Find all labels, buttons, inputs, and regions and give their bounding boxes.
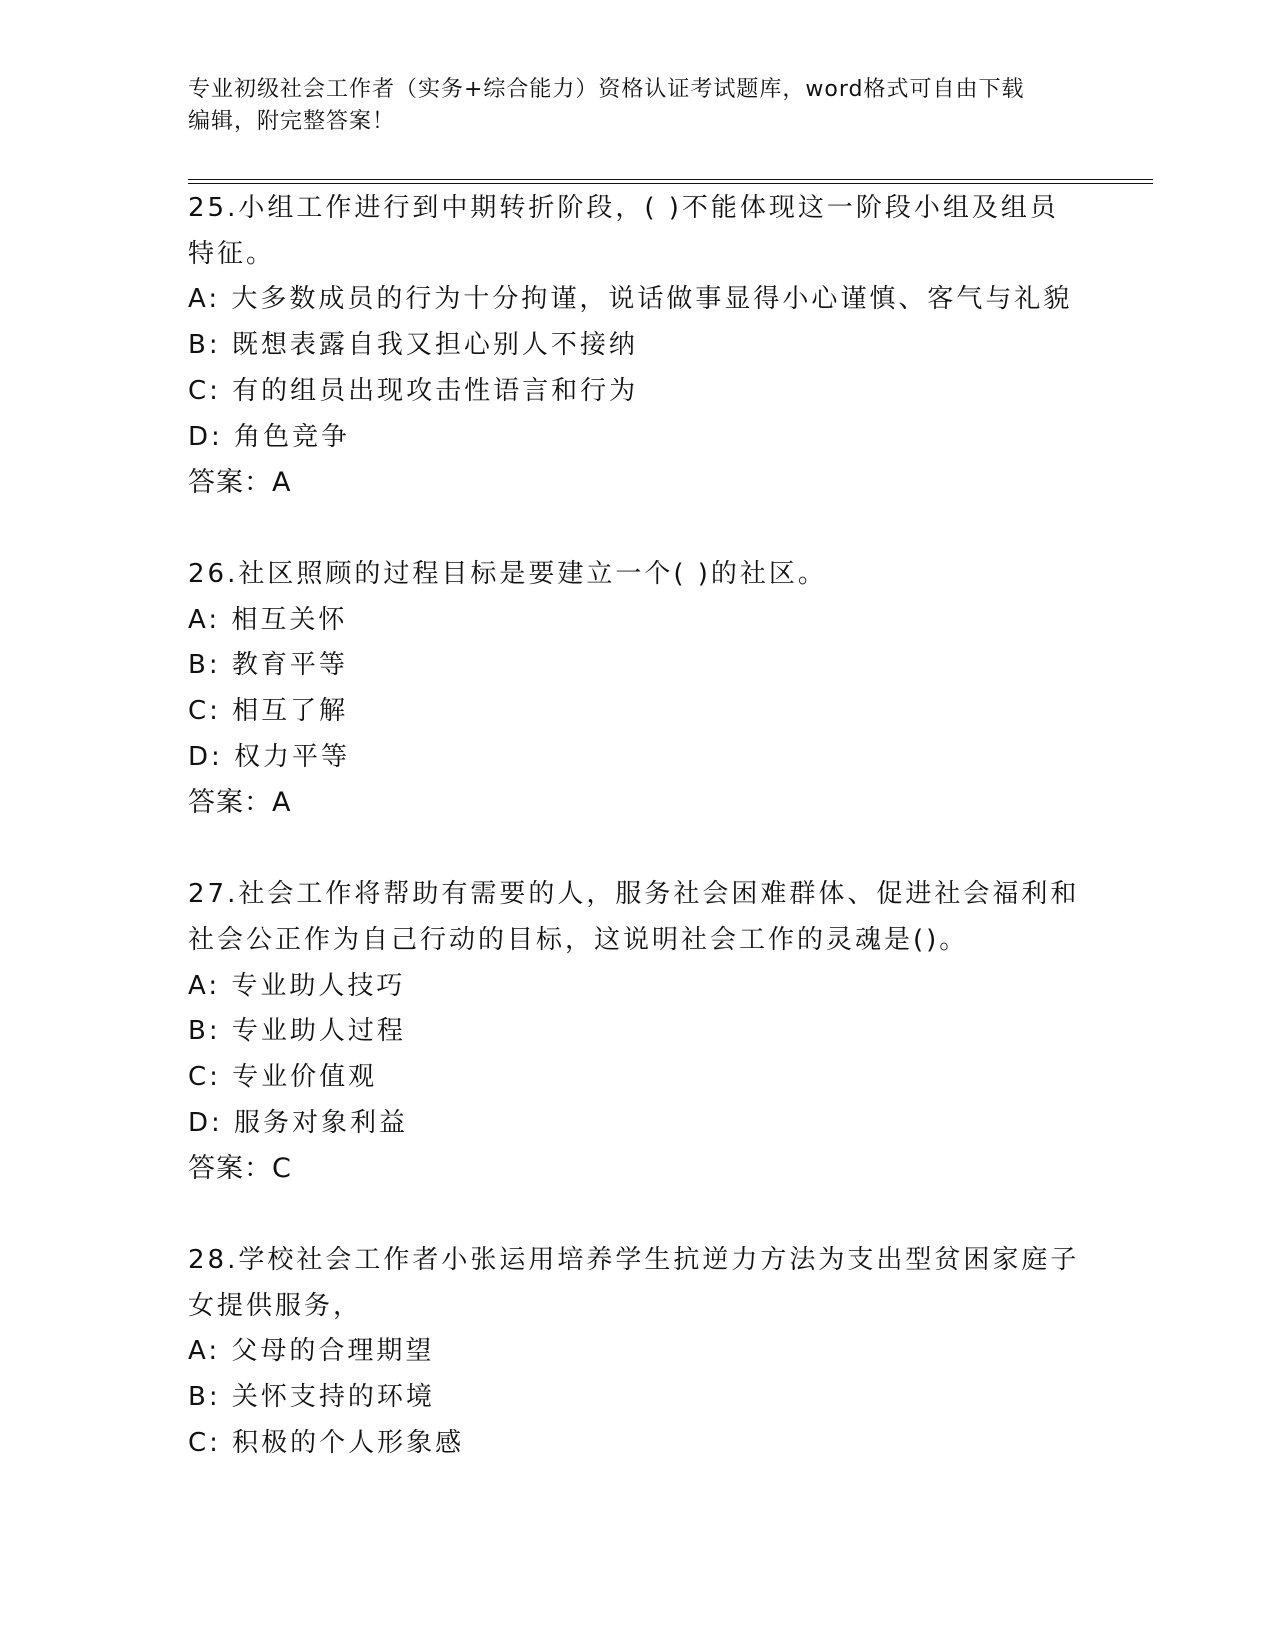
- option-a: A: 父母的合理期望: [188, 1336, 435, 1367]
- option-b: B: 既想表露自我又担心别人不接纳: [188, 330, 638, 361]
- question-27: [188, 872, 1088, 1192]
- option-b: B: 专业助人过程: [188, 1016, 406, 1047]
- option-c: C: 专业价值观: [188, 1061, 378, 1092]
- answer-label: 答案：: [188, 1153, 272, 1185]
- question-28: [188, 1238, 1088, 1467]
- question-stem-line: 特征。: [188, 238, 276, 269]
- option-b: B: 教育平等: [188, 650, 348, 681]
- answer-value: A: [272, 467, 291, 499]
- option-d: D: 角色竞争: [188, 421, 351, 452]
- option-a: A: 相互关怀: [188, 604, 348, 635]
- header-line-2: 编辑，附完整答案！: [188, 109, 396, 134]
- question-stem-line: 27.社会工作将帮助有需要的人，服务社会困难群体、促进社会福利和: [188, 879, 1080, 910]
- option-c: C: 有的组员出现攻击性语言和行为: [188, 375, 639, 406]
- header-line-1: 专业初级社会工作者（实务+综合能力）资格认证考试题库，word格式可自由下载: [188, 77, 1025, 102]
- question-stem-line: 女提供服务，: [188, 1290, 363, 1321]
- answer-label: 答案：: [188, 787, 272, 819]
- answer-value: A: [272, 787, 291, 819]
- question-stem-line: 28.学校社会工作者小张运用培养学生抗逆力方法为支出型贫困家庭子: [188, 1245, 1080, 1276]
- question-stem-line: 社会公正作为自己行动的目标，这说明社会工作的灵魂是()。: [188, 924, 969, 955]
- question-list: [188, 186, 1088, 1467]
- question-stem-line: 26.社区照顾的过程目标是要建立一个( )的社区。: [188, 558, 827, 589]
- answer-line: [188, 780, 1088, 826]
- option-d: D: 服务对象利益: [188, 1107, 409, 1138]
- answer-line: [188, 460, 1088, 506]
- question-25: [188, 186, 1088, 506]
- answer-line: [188, 1146, 1088, 1192]
- answer-value: C: [272, 1153, 291, 1185]
- option-b: B: 关怀支持的环境: [188, 1382, 435, 1413]
- option-c: C: 积极的个人形象感: [188, 1427, 465, 1458]
- answer-label: 答案：: [188, 467, 272, 499]
- option-c: C: 相互了解: [188, 696, 349, 727]
- document-header: [188, 74, 1088, 138]
- question-26: [188, 552, 1088, 826]
- option-d: D: 权力平等: [188, 741, 351, 772]
- option-a: A: 专业助人技巧: [188, 970, 406, 1001]
- header-divider-bottom: [188, 183, 1153, 184]
- header-divider-top: [188, 179, 1153, 180]
- question-stem-line: 25.小组工作进行到中期转折阶段，( )不能体现这一阶段小组及组员: [188, 193, 1059, 223]
- option-a: A: 大多数成员的行为十分拘谨，说话做事显得小心谨慎、客气与礼貌: [188, 284, 1073, 315]
